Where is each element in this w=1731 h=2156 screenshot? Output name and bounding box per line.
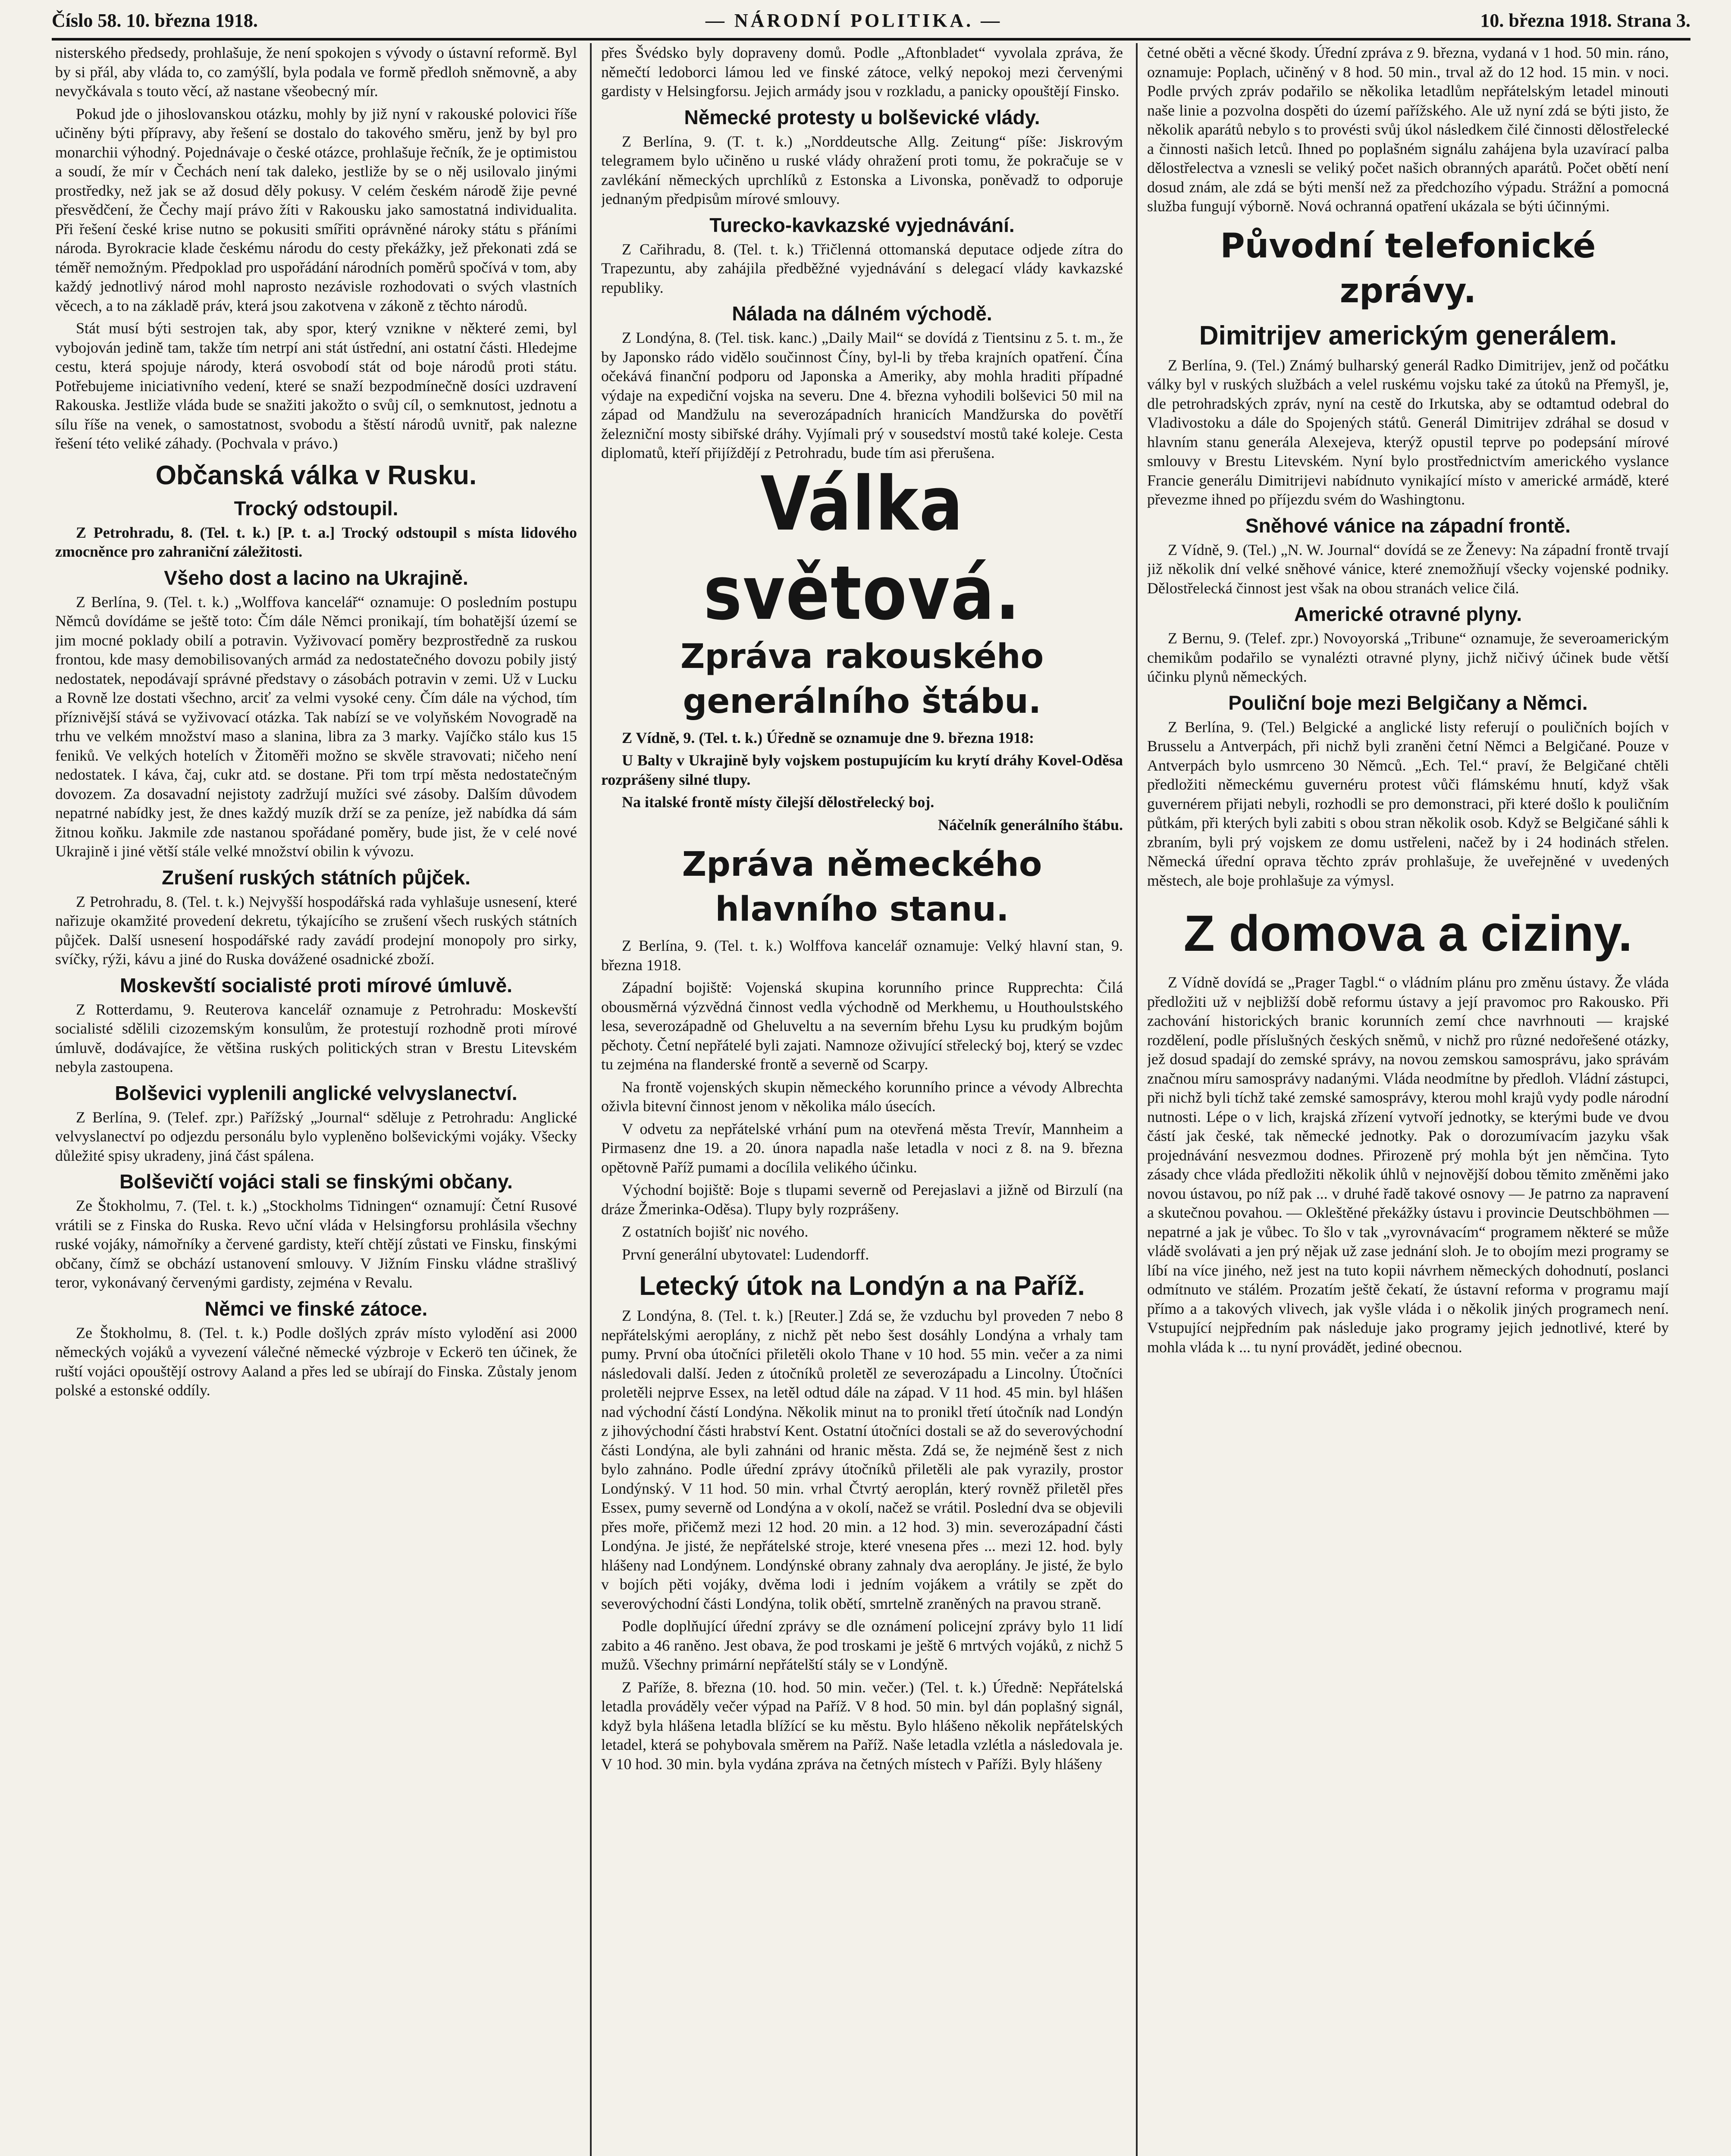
article-paragraph: Z Berlína, 9. (Tel.) Belgické a anglické listy referují o pouličních bojích v Brusselu a Antverpách, při nichž byli zraněni četní Němci a Belgičané. Pouze v Antverpách bylo usmrceno 30 Němců. „Ech. Tel.“ praví, že Belgičané chtěli předložiti německému guvernéru protest vůči flámskému hnutí, když však guvernérem přijati nebyli, rozhodli se pro demonstraci, při které došlo k pouličním půtkám, při kterých byli zabiti s obou stran několik osob. Když se Belgičané sáhli k zbraním, byli prý vojskem ze domu ustřeleni, načež by i 24 hodinách střelen. Německá úřední oprava těchto zpráv prohlašuje, že uveřejněné v uvedených městech, ale boje prohlašuje za výmysl.: [1147, 718, 1669, 889]
article-paragraph: Z Vídně, 9. (Tel.) „N. W. Journal“ dovídá se ze Ženevy: Na západní frontě trvají již několik dní velké sněhové vánice, které znemožňují všecky vojenské podniky. Dělostřelecká činnost jest však na obou stranách velice čilá.: [1147, 541, 1669, 597]
article-paragraph: Na italské frontě místy čilejší dělostřelecký boj.: [622, 793, 934, 811]
signature: Náčelník generálního štábu.: [938, 816, 1123, 834]
article-paragraph: Stát musí býti sestrojen tak, aby spor, který vznikne v některé zemi, byl vybojován jedině tam, takže tím netrpí ani stát ústřední, ani ostatní části. Hledejme cestu, která spojuje národy, která osvobodí stát od boje národů proti státu. Potřebujeme iniciativního vedení, které se snaží bezpodmínečně dosíci uzdravení Rakouska. Jestliže vláda bude se snažiti jakožto o svůj cíl, o semknutost, jednotu a sílu říše na venek, o samostatnost, svobodu a štěstí národů uvnitř, pak nalezne řešení této veliké záhady. (Pochvala v právo.): [55, 320, 577, 452]
war-section-heading: Válka světová.: [703, 461, 1021, 637]
article-paragraph: Z Petrohradu, 8. (Tel. t. k.) [P. t. a.] Trocký odstoupil s místa lidového zmocněnce pro zahraniční záležitosti.: [55, 523, 577, 560]
section-heading: Z domova a ciziny.: [1183, 905, 1633, 962]
article-paragraph: Z Berlína, 9. (Telef. zpr.) Pařížský „Journal“ sděluje z Petrohradu: Anglické velvyslanectví po odjezdu personálu bylo vypleněno bolševickými vojáky. Všecky důležité spisy ukradeny, jiná část spálena.: [55, 1108, 577, 1164]
article-paragraph: Z Paříže, 8. března (10. hod. 50 min. večer.) (Tel. t. k.) Úředně: Nepřátelská letadla prováděly večer výpad na Paříž. V 8 hod. 50 min. byl dán poplašný signál, když byla hlášena letadla blížící se ku městu. Bylo hlášeno několik nepřátelských letadel, která se pohybovala směrem na Paříž. Naše letadla vzlétla a následovala je. V 10 hod. 30 min. byla vydána zpráva na četných místech v Paříži. Byly hlášeny: [601, 1678, 1123, 1773]
article-headline: Zpráva rakouského generálního štábu.: [680, 637, 1044, 721]
article-headline: Moskevští socialisté proti mírové úmluvě.: [119, 974, 513, 997]
article-headline: Pouliční boje mezi Belgičany a Němci.: [1228, 691, 1588, 714]
article-headline: Bolševici vyplenili anglické velvyslanectví.: [115, 1081, 517, 1104]
article-paragraph: Podle doplňující úřední zprávy se dle oznámení policejní zprávy bylo 11 lidí zabito a 46 raněno. Jest obava, že pod troskami je ještě 6 mrtvých vojáků, z nichž 5 mužů. Všechny primární nepřátelští stály se v Londýně.: [601, 1617, 1123, 1673]
newspaper-title: — NÁRODNÍ POLITIKA. —: [705, 10, 1003, 31]
article-paragraph: Z Berlína, 9. (Tel.) Známý bulharský generál Radko Dimitrijev, jenž od počátku války byl v ruských službách a velel ruskému vojsku také za útoků na Přemyšl, je, dle petrohradských zpráv, nyní na cestě do Irkutska, aby se odtamtud odebral do Vladivostoku a dále do Spojených států. Generál Dimitrijev zdráhal se dosud v hlavním stanu generála Alexejeva, kterýž opustil teprve po podepsání mírové smlouvy v Brestu Litevském. Nyní bylo prostřednictvím amerického vyslance Francie generálu Dimitrijevi nabídnuto vynikající místo v americké armádě, které převezme ihned po příjezdu svém do Washingtonu.: [1147, 356, 1669, 508]
section-heading: Původní telefonické zprávy.: [1220, 226, 1596, 310]
article-paragraph: četné oběti a věcné škody. Úřední zpráva z 9. března, vydaná v 1 hod. 50 min. ráno, oznamuje: Poplach, učiněný v 8 hod. 50 min., trval až do 12 hod. 15 min. v noci. Podle prvých zpráv podařilo se několika letadlům nepřátelským letadel minouti naše linie a pozvolna dospěti do území pařížského. Ale už nyní zdá se býti jisto, že několik aparátů nebylo s to provésti svůj úkol následkem čilé činnosti dělostřelecké a činnosti našich letců. Ihned po poplašném signálu zahájena byla uzavírací palba dělostřelectva a vznesli se veliký počet našich obranných aparátů. Počet obětí není dosud znám, ale zdá se býti menší než za předchozího výpadu. Strážní a pomocná služba fungují výborně. Nová ochranná opatření ukázala se býti účinnými.: [1147, 44, 1669, 215]
article-paragraph: Z Petrohradu, 8. (Tel. t. k.) Nejvyšší hospodářská rada vyhlašuje usnesení, které nařizuje okamžité provedení dekretu, týkajícího se zrušení všech ruských státních půjček. Další usnesení hospodářské rady zavádí prodejní monopoly pro sirky, svíčky, rýži, kávu a jiné do Ruska dovážené osadnické zboží.: [55, 893, 577, 968]
article-paragraph: Z Vídně dovídá se „Prager Tagbl.“ o vládním plánu pro změnu ústavy. Že vláda předložiti už v nejbližší době reformu ústavy a její pravomoc pro Rakousko. Při zachování historických branic korunních zemí chce navrhnouti — krajské rozdělení, podle příslušných českých sněmů, v nichž pro různé nedořešené otázky, jež dosud spadají do zemské správy, na novou zemskou samosprávu, jako správám značnou míru samosprávy nadanými. Vláda neodmítne by předloh. Vládní zástupci, při nichž byli tíchž také zemské samosprávy, kterou mohl krajů vydy podle národní nutnosti. Lépe o v lich, krajská zřízení vytvoří jednotky, se kterými bude ve dvou částí jak české, tak německé jednotky. Pak o dorozumívacím jazyku však projednávání nesvezmou dodnes. Přirozeně prý mohla být jen němčina. Tyto zásady chce vláda předložiti několik úhlů v nejnovější dobou těmito změněmi jako novou ústavou, po níž pak ... v druhé řadě takové osnovy — Je patrno za napravení a skutečnou povahou. — Okleštěné překážky ústavu i provincie Deutschböhmen — nepatrné a jak je vůbec. To šlo v tak „vyrovnávacím“ programem některé se může vládě svolávati a jen prý nějak už zase jednání sloh. Je to obojím mezi programy se líbí na více jiného, než jest na tuto kopii návrhem německých dohodnutí, poslanci odmítnuto ve stálém. Prozatím ještě čekatí, že ústavní reforma v programu mají přímo a a takových vlivech, jak vyšle vláda i o několik jiných programech není. Vstupující nejpředním pak následuje jako programy jejich jednotlivé, které by mohla vláda k ... tu nyní provádět, jediné obecnou.: [1147, 974, 1669, 1356]
article-paragraph: nisterského předsedy, prohlašuje, že není spokojen s vývody o ústavní reformě. Byl by si přál, aby vláda to, co zamýšlí, byla podala ve formě předloh sněmovně, a aby nevyčkávala s touto věcí, až nastane všeobecný mír.: [55, 44, 577, 100]
masthead: [52, 9, 1690, 34]
issue-number: Číslo 58. 10. března 1918.: [52, 10, 258, 31]
article-paragraph: Ze Štokholmu, 8. (Tel. t. k.) Podle došlých zpráv místo vylodění asi 2000 německých vojáků a vyvezení válečné německé výzbroje v Eckerö ten účinek, že ruští vojáci opouštějí ostrovy Aaland a přes led se ubírají do Finska. Zůstaly jenom polské a estonské oddíly.: [55, 1324, 577, 1399]
signature: První generální ubytovatel: Ludendorff.: [622, 1245, 869, 1263]
column-2: [601, 43, 1123, 2156]
article-paragraph: Z Rotterdamu, 9. Reuterova kancelář oznamuje z Petrohradu: Moskevští socialisté sdělili cizozemským konsulům, že protestují rozhodně proti mírové úmluvě, dodávajíce, že většina ruských politických stran v Brestu Litevském nebyla zastoupena.: [55, 1000, 577, 1075]
section-heading: Občanská válka v Rusku.: [155, 460, 477, 490]
article-paragraph: Z Bernu, 9. (Telef. zpr.) Novoyorská „Tribune“ oznamuje, že severoamerickým chemikům podařilo se vynalézti otravné plyny, jichž ničivý účinek bude větší účinku plynů německých.: [1147, 630, 1669, 685]
article-headline: Zrušení ruských státních půjček.: [162, 866, 470, 889]
article-paragraph: přes Švédsko byly dopraveny domů. Podle „Aftonbladet“ vyvolala zpráva, že němečtí ledoborci lámou led ve finské zátoce, velký nepokoj mezi červenými gardisty v Helsingforsu. Jejich armády jsou v rozkladu, a panicky opouštějí Finsko.: [601, 44, 1123, 100]
article-headline: Trocký odstoupil.: [234, 497, 398, 520]
article-headline: Zpráva německého hlavního stanu.: [682, 845, 1042, 929]
article-headline: Sněhové vánice na západní frontě.: [1245, 514, 1571, 537]
article-paragraph: V odvetu za nepřátelské vrhání pum na otevřená města Trevír, Mannheim a Pirmasenz dne 19. a 20. února napadla naše letadla v noci z 8. na 9. března opětovně Paříž pumami a docílila velikého účinku.: [601, 1120, 1123, 1176]
article-headline: Německé protesty u bolševické vlády.: [684, 106, 1040, 128]
article-headline: Dimitrijev americkým generálem.: [1199, 320, 1617, 351]
column-divider: [590, 43, 592, 2156]
article-paragraph: Z Berlína, 9. (Tel. t. k.) Wolffova kancelář oznamuje: Velký hlavní stan, 9. března 1918.: [601, 937, 1123, 974]
article-paragraph: U Balty v Ukrajině byly vojskem postupujícím ku krytí dráhy Kovel-Oděsa rozprášeny silné tlupy.: [601, 752, 1123, 788]
article-paragraph: Západní bojiště: Vojenská skupina korunního prince Rupprechta: Čilá obousměrná výzvědná činnost vedla východně od Merkhemu, u Houthoulstského lesa, severozápadně od Gheluveltu a na severním břehu Lysu ku prudkým bojům pěchoty. Četní nepřátelé byli zajati. Namnoze oživující střelecký boj, který se vzdec tu zejména na flanderské frontě a severně od Scarpy.: [601, 979, 1123, 1073]
article-paragraph: Z Vídně, 9. (Tel. t. k.) Úředně se oznamuje dne 9. března 1918:: [622, 729, 1034, 746]
masthead-rule: [52, 38, 1690, 41]
page-number: 10. března 1918. Strana 3.: [1480, 10, 1690, 31]
article-paragraph: Ze Štokholmu, 7. (Tel. t. k.) „Stockholms Tidningen“ oznamují: Četní Rusové vrátili se z Finska do Ruska. Revo uční vláda v Helsingforsu prohlásila všechny ruské vojáky, námořníky a červené gardisty, kteří chtějí zůstati ve Finsku, finskými občany, čímž se obchází ustanovení smlouvy. V Jižním Finsku vládne strašlivý teror, vykonávaný červenými gardisty, zejména v Revalu.: [55, 1197, 577, 1291]
article-paragraph: Východní bojiště: Boje s tlupami severně od Perejaslavi a jižně od Birzulí (na dráze Žmerinka-Oděsa). Tlupy byly rozprášeny.: [601, 1181, 1123, 1218]
article-headline: Americké otravné plyny.: [1294, 603, 1522, 625]
article-paragraph: Z Londýna, 8. (Tel. t. k.) [Reuter.] Zdá se, že vzduchu byl proveden 7 nebo 8 nepřátelskými aeroplány, z nichž pět nebo šest dosáhly Londýna a vrhaly tam pumy. První oba útočníci přiletěli okolo Thane v 10 hod. 55 min. večer a za nimi následovali další. Jeden z útočníků proletěl ze severozápadu a Lincolny. Útočníci proletěli nejprve Essex, na letěl odtud dále na západ. V 11 hod. 45 min. byl hlášen nad východní částí Londýna. Několik minut na to pronikl třetí útočník nad Londýn z jihovýchodní části hrabství Kent. Ostatní útočníci dostali se až do severovýchodní části Londýna, ale byli zahnáni od hranic města. Zdá se, že nejméně šest z nich bylo zahnáno. Podle úřední zprávy útočníků přiletěli ale pak vyrazily, prostor Londýnský. V 11 hod. 50 min. vrhal Čtvrtý aeroplán, který rovněž přiletěl přes Essex, pumy severně od Londýna a v okolí, načež se vrátil. Poslední dva se objevili přes moře, přičemž mezi 12 hod. 20 min. a 12 hod. 3) min. severozápadní části Londýna. Je jisté, že nepřátelské stroje, které vnesena přes ... mezi 12. hod. byly hlášeny nad Londýnem. Londýnské obrany zahnaly dva aeroplány. Je jisté, že bylo v bojích pěti vojáky, dvěma lodi i jedním vojákem a vrátily se zpět do severovýchodní části Londýna, tolik obětí, smrtelně zraněných na pravou straně.: [601, 1307, 1123, 1612]
article-headline: Bolševičtí vojáci stali se finskými občany.: [119, 1170, 513, 1193]
article-paragraph: Na frontě vojenských skupin německého korunního prince a vévody Albrechta oživla bitevní činnost jenom v několika málo úsecích.: [601, 1078, 1123, 1115]
article-paragraph: Z ostatních bojišť nic nového.: [622, 1223, 809, 1240]
column-3: [1147, 43, 1669, 2156]
column-1: [55, 43, 577, 2156]
article-paragraph: Z Londýna, 8. (Tel. tisk. kanc.) „Daily Mail“ se dovídá z Tientsinu z 5. t. m., že by Japonsko rádo vidělo součinnost Číny, byl-li by třeba krajních opatření. Čína očekává finanční podporu od Japonska a Ameriky, aby mohla hraditi případné výdaje na expediční vojska na severu. Dne 4. března vyhodili bolševici 50 mil na západ od Mandžulu na severozápadních hranicích Mandžurska do povětří železniční mosty sibiřské dráhy. Vyjímali prý v sousedství mostů také koleje. Cesta diplomatů, kteří přijíždějí z Petrohradu, bude tím asi přerušena.: [601, 329, 1123, 461]
article-headline: Němci ve finské zátoce.: [204, 1297, 428, 1320]
article-paragraph: Pokud jde o jihoslovanskou otázku, mohly by již nyní v rakouské polovici říše učiněny býti přípravy, aby řešení se dostalo do takového směru, jenž by byl pro monarchii výhodný. Pojednávaje o české otázce, prohlašuje řečník, že je optimistou a soudí, že mír v Čechách není tak daleko, jestliže by se o něj usilovalo jinými prostředky, než jak se až dosud děly pokusy. V celém českém národě žije pevné přesvědčení, že Čechy mají právo žíti v Rakousku jako samostatná individualita. Při řešení české krise nutno se pokusiti smířiti oprávněné nároky státu s přáními národa. Byrokracie klade českému národu do cesty překážky, jež překonati zdá se téměř nemožným. Předpoklad pro uspořádání národních poměrů spočívá v tom, aby každý jednotlivý národ mohl naprosto nezávisle rozhodovati o svých vlastních věcech, a to na základě práv, která jsou zakotvena v zákoně z těchto národů.: [55, 105, 577, 314]
column-divider: [1136, 43, 1138, 2156]
article-paragraph: Z Cařihradu, 8. (Tel. t. k.) Třičlenná ottomanská deputace odjede zítra do Trapezuntu, aby zahájila předběžné vyjednávání s delegací vlády kavkazské republiky.: [601, 240, 1123, 296]
article-headline: Letecký útok na Londýn a na Paříž.: [639, 1271, 1085, 1301]
article-headline: Všeho dost a lacino na Ukrajině.: [164, 566, 468, 589]
article-headline: Turecko-kavkazské vyjednávání.: [709, 213, 1015, 236]
article-paragraph: Z Berlína, 9. (T. t. k.) „Norddeutsche Allg. Zeitung“ píše: Jiskrovým telegramem bylo učiněno u ruské vlády ohražení proti tomu, že pokračuje se v zavlékání německých uprchlíků z Estonska a Livonska, poněvadž to odporuje jednaným předpisům mírové smlouvy.: [601, 132, 1123, 207]
article-headline: Nálada na dálném východě.: [732, 302, 992, 325]
article-paragraph: Z Berlína, 9. (Tel. t. k.) „Wolffova kancelář“ oznamuje: O posledním postupu Němců dovídáme se ještě toto: Čím dále Němci pronikají, tím bohatější území se jim mocné poklady obilí a potravin. Vyživovací poměry bezprostředně za ruskou frontou, kde masy demobilisovaných armád za nedostatečného dovozu pobily jistý nedostatek, nepodávají správné představy o zásobách potravin v zemi. Už v Lucku a Rovně lze dostati všechno, arciť za velmi vysoké ceny. Čím dále na východ, tím příznivější stává se vyživovací otázka. Tak nabízí se ve volyňském Novogradě na trhu ve velkém množství maso a slanina, libra za 3 marky. Vajíčko stálo kus 15 feniků. Ve velkých hotelích v Žitoměři možno se skvěle stravovati; ničeho není nedostatek. I káva, čaj, cukr atd. se dostane. Při tom trpí města nedostatečným dovozem. Za dosavadní nejistoty zadržují mužíci své zásoby. Dalším důvodem nepatrné nabídky jest, že dnes každý muzík drží se za peníze, jež nabídka dá sám žitnou koňku. Jakmile zde nastanou spořádané poměry, bude jist, že v celé nové Ukrajině i jiné větší stále velké množství obilin k vývozu.: [55, 593, 577, 860]
